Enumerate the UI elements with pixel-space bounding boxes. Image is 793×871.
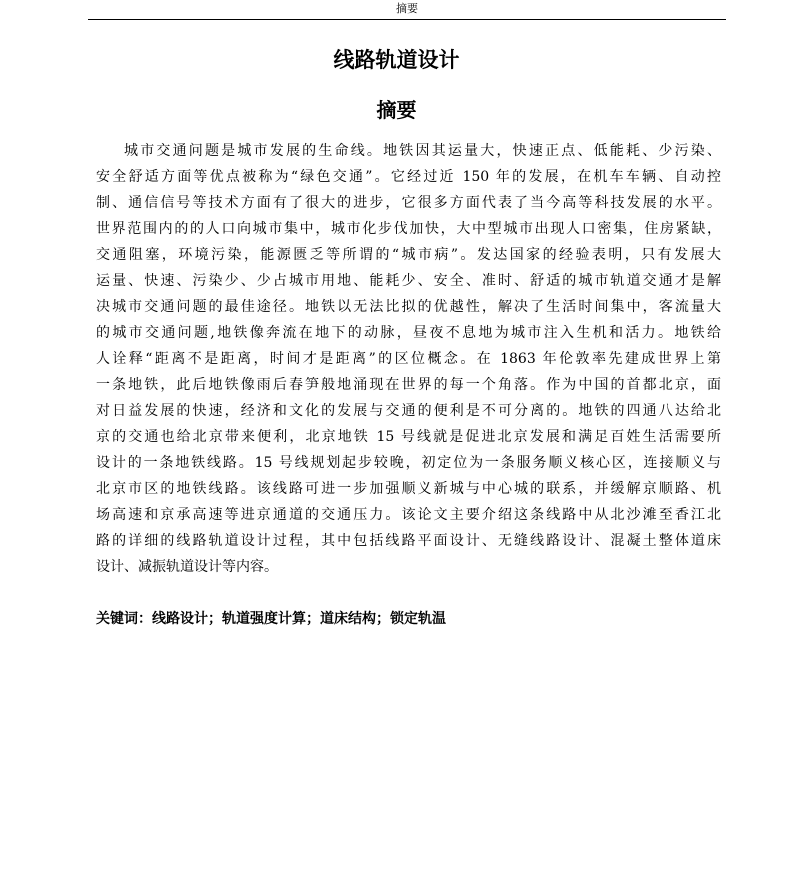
abstract-line: 决城市交通问题的最佳途径。地铁以无法比拟的优越性，解决了生活时间集中，客流量大	[96, 299, 721, 315]
running-header-text: 摘要	[396, 2, 418, 15]
keywords-label: 关键词：	[96, 611, 152, 627]
abstract-line: 制、通信信号等技术方面有了很大的进步，它很多方面代表了当今高等科技发展的水平。	[96, 195, 721, 211]
abstract-line: 对日益发展的快速，经济和文化的发展与交通的便利是不可分离的。地铁的四通八达给北	[96, 403, 721, 419]
running-header	[88, 0, 726, 20]
abstract-line: 安全舒适方面等优点被称为“绿色交通”。它经过近 150 年的发展，在机车车辆、自动控	[96, 169, 721, 185]
abstract-line: 场高速和京承高速等进京通道的交通压力。该论文主要介绍这条线路中从北沙滩至香江北	[96, 507, 721, 523]
abstract-line: 路的详细的线路轨道设计过程，其中包括线路平面设计、无缝线路设计、混凝土整体道床	[96, 533, 721, 549]
abstract-line: 运量、快速、污染少、少占城市用地、能耗少、安全、准时、舒适的城市轨道交通才是解	[96, 273, 721, 289]
abstract-line: 的城市交通问题,地铁像奔流在地下的动脉，昼夜不息地为城市注入生机和活力。地铁给	[96, 325, 721, 341]
keywords-text: 线路设计；轨道强度计算；道床结构；锁定轨温	[152, 611, 446, 627]
abstract-heading: 摘要	[376, 98, 417, 122]
abstract-line: 人诠释“距离不是距离，时间才是距离”的区位概念。在 1863 年伦敦率先建成世界上第	[96, 351, 721, 367]
abstract-line: 一条地铁，此后地铁像雨后春笋般地涌现在世界的每一个角落。作为中国的首都北京，面	[96, 377, 721, 393]
abstract-line: 城市交通问题是城市发展的生命线。地铁因其运量大，快速正点、低能耗、少污染、	[124, 143, 721, 159]
abstract-line: 京的交通也给北京带来便利，北京地铁 15 号线就是促进北京发展和满足百姓生活需要所	[96, 429, 721, 445]
document-title: 线路轨道设计	[333, 48, 460, 72]
abstract-line: 北京市区的地铁线路。该线路可进一步加强顺义新城与中心城的联系，并缓解京顺路、机	[96, 481, 721, 497]
abstract-body	[96, 138, 721, 580]
abstract-line: 交通阻塞，环境污染，能源匮乏等所谓的“城市病”。发达国家的经验表明，只有发展大	[96, 247, 721, 263]
abstract-line: 设计的一条地铁线路。15 号线规划起步较晚，初定位为一条服务顺义核心区，连接顺义与	[96, 455, 721, 471]
abstract-line: 世界范围内的的人口向城市集中，城市化步伐加快，大中型城市出现人口密集，住房紧缺，	[96, 221, 721, 237]
abstract-line: 设计、减振轨道设计等内容。	[96, 559, 278, 575]
keywords	[96, 606, 721, 632]
